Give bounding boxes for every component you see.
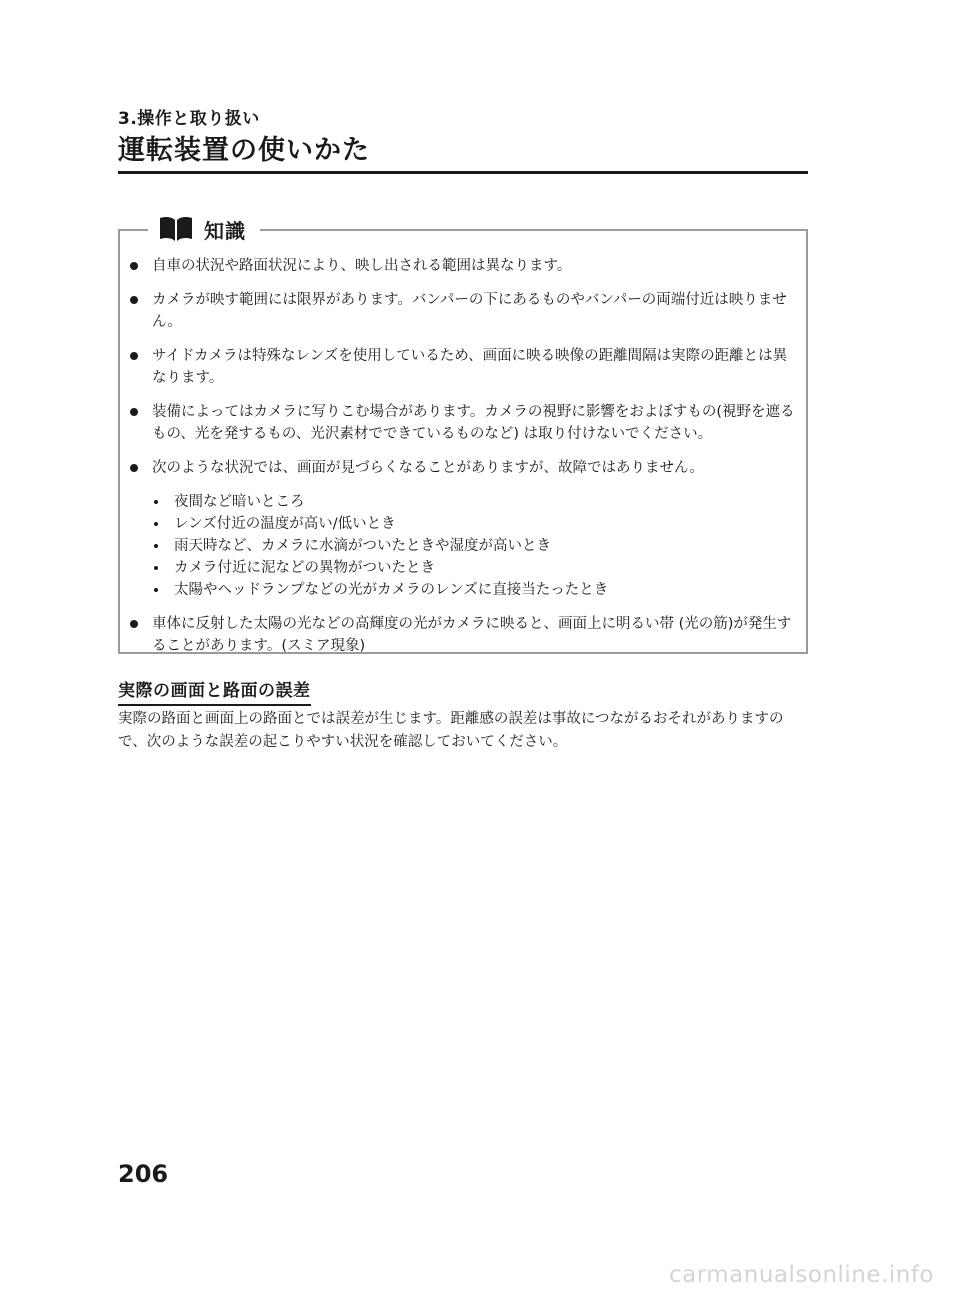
bullet-icon — [130, 262, 138, 270]
sub-bullet-icon — [154, 566, 158, 570]
watermark: carmanualsonline.info — [668, 1262, 934, 1288]
body-paragraph: 実際の路面と画面上の路面とでは誤差が生じます。距離感の誤差は事故につながるおそれがありますので、次のような誤差の起こりやすい状況を確認しておいてください。 — [118, 711, 784, 750]
list-item-text: 自車の状況や路面状況により、映し出される範囲は異なります。 — [152, 258, 572, 274]
list-item — [128, 613, 798, 657]
bullet-icon — [130, 464, 138, 472]
page-number: 206 — [118, 1160, 169, 1188]
list-item-text: サイドカメラは特殊なレンズを使用しているため、画面に映る映像の距離間隔は実際の距離とは異なります。 — [152, 348, 788, 386]
list-item-text: 車体に反射した太陽の光などの高輝度の光がカメラに映ると、画面上に明るい帯 (光の筋)が発生することがあります。(スミア現象) — [152, 616, 792, 654]
sub-bullet-icon — [154, 500, 158, 504]
sub-list-item-text: カメラ付近に泥などの異物がついたとき — [174, 560, 435, 576]
title-rule — [118, 171, 808, 174]
list-item — [128, 345, 798, 389]
condition-list — [152, 491, 798, 601]
sub-bullet-icon — [154, 522, 158, 526]
list-item — [128, 255, 798, 277]
list-item — [128, 289, 798, 333]
list-item-text: 次のような状況では、画面が見づらくなることがありますが、故障ではありません。 — [152, 460, 704, 476]
sub-list-item — [152, 579, 798, 601]
sub-bullet-icon — [154, 588, 158, 592]
bullet-icon — [130, 352, 138, 360]
list-item-text: 装備によってはカメラに写りこむ場合があります。カメラの視野に影響をおよぼすもの(視野を遮るもの、光を発するもの、光沢素材でできているものなど) は取り付けないでください。 — [152, 404, 795, 442]
bullet-icon — [130, 296, 138, 304]
bullet-icon — [130, 408, 138, 416]
list-item-text: カメラが映す範囲には限界があります。バンパーの下にあるものやバンパーの両端付近は映りません。 — [152, 292, 787, 330]
list-item — [128, 457, 798, 601]
sub-list-item-text: 太陽やヘッドランプなどの光がカメラのレンズに直接当たったとき — [174, 582, 609, 598]
knowledge-heading: 知識 — [204, 218, 246, 243]
sub-list-item-text: レンズ付近の温度が高い/低いとき — [174, 516, 396, 532]
sub-list-item — [152, 491, 798, 513]
knowledge-box-header — [148, 212, 260, 246]
bullet-icon — [130, 620, 138, 628]
subsection-title: 実際の画面と路面の誤差 — [118, 676, 311, 706]
sub-list-item-text: 夜間など暗いところ — [174, 494, 305, 510]
knowledge-list — [128, 255, 798, 669]
sub-list-item-text: 雨天時など、カメラに水滴がついたときや湿度が高いとき — [174, 538, 551, 554]
section-label: 3.操作と取り扱い — [118, 109, 260, 129]
sub-list-item — [152, 513, 798, 535]
book-icon — [158, 215, 194, 243]
sub-list-item — [152, 535, 798, 557]
sub-list-item — [152, 557, 798, 579]
list-item — [128, 401, 798, 445]
sub-bullet-icon — [154, 544, 158, 548]
page-title: 運転装置の使いかた — [118, 135, 370, 166]
